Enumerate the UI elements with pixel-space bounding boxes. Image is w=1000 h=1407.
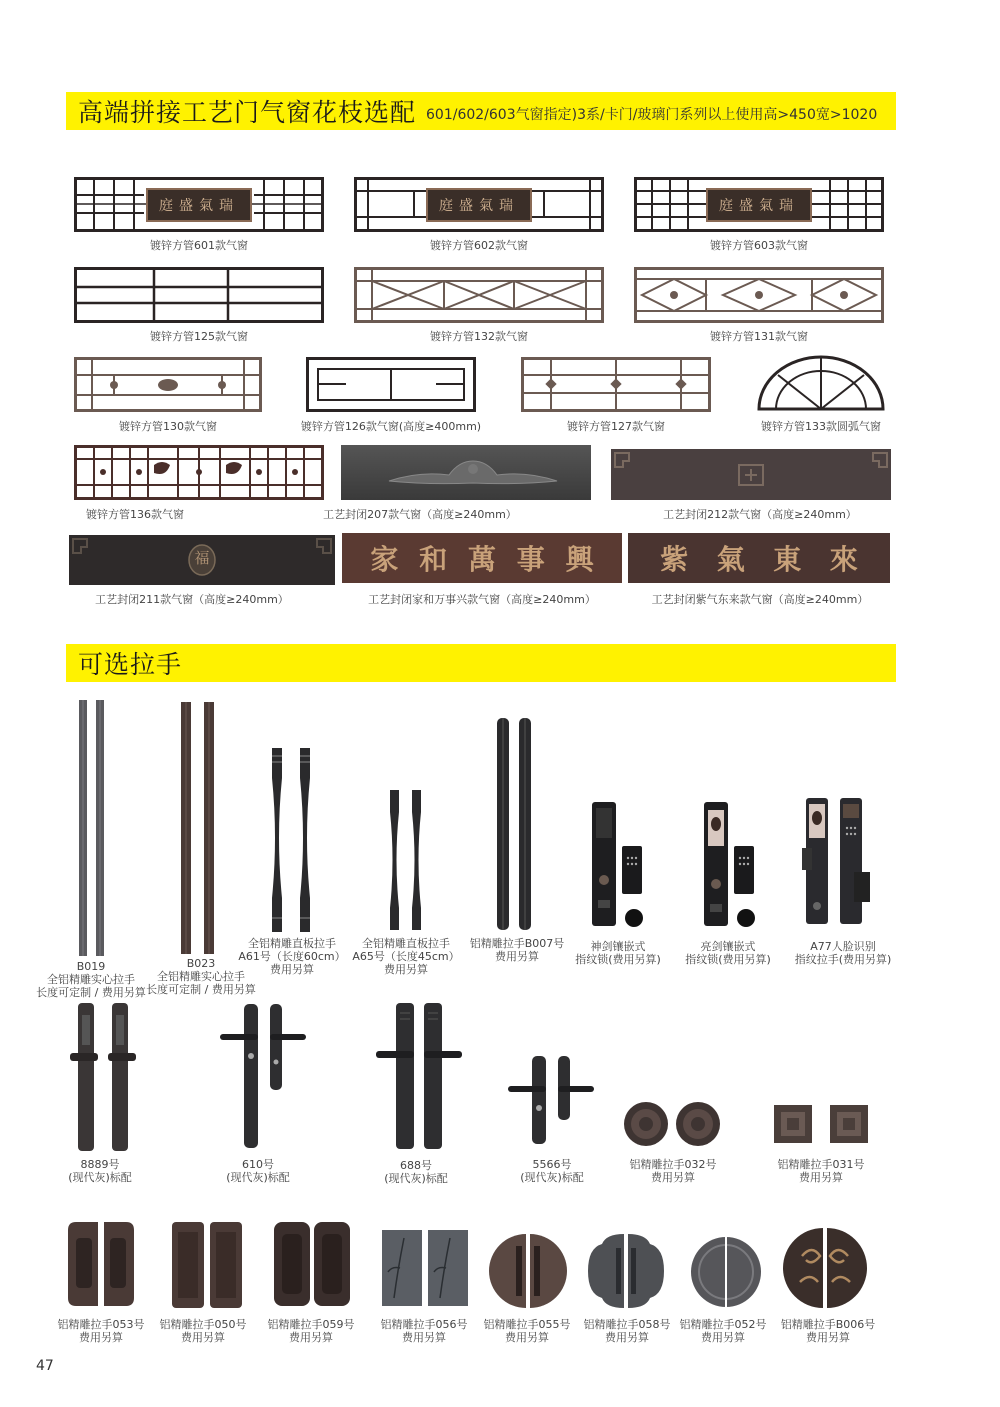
handle-caption: 8889号 (现代灰)标配 xyxy=(68,1158,132,1184)
handle-caption: 铝精雕拉手B006号 费用另算 xyxy=(780,1318,876,1344)
window-label: 镀锌方管603款气窗 xyxy=(710,239,808,252)
window-label: 镀锌方管131款气窗 xyxy=(710,330,808,343)
handle-caption: 神剑镶嵌式 指纹锁(费用另算) xyxy=(575,940,661,966)
handle-caption: 铝精雕拉手B007号 费用另算 xyxy=(469,937,565,963)
window-label: 镀锌方管133款圆弧气窗 xyxy=(761,420,881,433)
window-131 xyxy=(634,267,884,323)
window-label: 镀锌方管127款气窗 xyxy=(567,420,665,433)
window-label: 镀锌方管130款气窗 xyxy=(119,420,217,433)
panel-char: 家 xyxy=(370,543,399,576)
handle-caption: 铝精雕拉手056号 费用另算 xyxy=(380,1318,468,1344)
handle-5566 xyxy=(506,1056,596,1146)
handle-caption: 铝精雕拉手053号 费用另算 xyxy=(57,1318,145,1344)
handle-caption: 全铝精雕直板拉手 A65号（长度45cm） 费用另算 xyxy=(352,937,460,976)
handle-052 xyxy=(686,1236,766,1308)
lock-a77 xyxy=(800,796,876,928)
window-label: 工艺封闭家和万事兴款气窗（高度≥240mm） xyxy=(368,593,596,606)
handle-caption: 5566号 (现代灰)标配 xyxy=(520,1158,584,1184)
handle-610 xyxy=(218,1004,308,1150)
section-banner-windows xyxy=(66,92,896,130)
panel-char: 興 xyxy=(565,543,594,576)
section-title: 可选拉手 xyxy=(78,650,183,679)
panel-char: 東 xyxy=(773,543,802,576)
window-132 xyxy=(354,267,604,323)
handle-b023 xyxy=(178,702,218,954)
window-label: 工艺封闭212款气窗（高度≥240mm） xyxy=(663,508,857,521)
handle-688 xyxy=(374,1003,464,1153)
handle-caption: 铝精雕拉手059号 费用另算 xyxy=(267,1318,355,1344)
handle-caption: 铝精雕拉手058号 费用另算 xyxy=(583,1318,671,1344)
panel-char: 和 xyxy=(419,543,448,576)
plaque-601: 庭盛氣瑞 xyxy=(146,188,252,222)
window-603 xyxy=(634,177,884,232)
handle-caption: 610号 (现代灰)标配 xyxy=(226,1158,290,1184)
plaque-603: 庭盛氣瑞 xyxy=(706,188,812,222)
handle-059 xyxy=(272,1220,352,1308)
window-label: 工艺封闭紫气东来款气窗（高度≥240mm） xyxy=(651,593,869,606)
page-number: 47 xyxy=(36,1358,54,1374)
handle-caption: B019 全铝精雕实心拉手 长度可定制 / 费用另算 xyxy=(36,960,146,999)
handle-caption: B023 全铝精雕实心拉手 长度可定制 / 费用另算 xyxy=(146,957,256,996)
handle-055 xyxy=(488,1232,568,1310)
panel-char: 來 xyxy=(829,543,858,576)
window-126 xyxy=(306,357,476,412)
window-127 xyxy=(521,357,711,412)
window-label: 镀锌方管126款气窗(高度≥400mm) xyxy=(300,420,482,433)
handle-caption: 全铝精雕直板拉手 A61号（长度60cm） 费用另算 xyxy=(238,937,346,976)
handle-8889 xyxy=(68,1003,140,1153)
window-133-arch xyxy=(756,355,886,412)
lock-shenjian xyxy=(588,800,660,930)
window-label: 镀锌方管601款气窗 xyxy=(150,239,248,252)
panel-char: 氣 xyxy=(716,543,745,576)
panel-char: 紫 xyxy=(660,543,689,576)
handle-caption: A77人脸识别 指纹拉手(费用另算) xyxy=(794,940,892,966)
handle-caption: 铝精雕拉手050号 费用另算 xyxy=(159,1318,247,1344)
handle-058 xyxy=(586,1232,666,1310)
panel-char: 萬 xyxy=(467,543,496,576)
window-label: 镀锌方管602款气窗 xyxy=(430,239,528,252)
handle-a65 xyxy=(386,790,426,930)
handle-b019 xyxy=(76,700,108,956)
fu-character: 福 xyxy=(194,549,210,567)
handle-b007 xyxy=(493,718,537,930)
handle-032 xyxy=(622,1100,722,1148)
section-banner-handles xyxy=(66,644,896,682)
window-601 xyxy=(74,177,324,232)
window-jiahe-panel xyxy=(342,533,622,583)
handle-caption: 铝精雕拉手055号 费用另算 xyxy=(483,1318,571,1344)
window-label: 镀锌方管132款气窗 xyxy=(430,330,528,343)
window-136 xyxy=(74,445,324,500)
handle-b006 xyxy=(782,1226,868,1310)
window-label: 镀锌方管125款气窗 xyxy=(150,330,248,343)
window-label: 工艺封闭211款气窗（高度≥240mm） xyxy=(95,593,289,606)
window-207 xyxy=(341,445,591,500)
window-211 xyxy=(69,535,335,585)
handle-031 xyxy=(772,1103,872,1145)
section-title: 高端拼接工艺门气窗花枝选配 xyxy=(78,98,417,127)
window-label: 工艺封闭207款气窗（高度≥240mm） xyxy=(323,508,517,521)
section-subtitle: 601/602/603气窗指定)3系/卡门/玻璃门系列以上使用高>450宽>1020 xyxy=(426,107,878,123)
handle-053 xyxy=(66,1220,136,1308)
handle-050 xyxy=(170,1220,244,1310)
window-ziqi-panel xyxy=(628,533,890,583)
handle-caption: 688号 (现代灰)标配 xyxy=(384,1159,448,1185)
lock-liangjian xyxy=(700,800,772,930)
handle-caption: 铝精雕拉手052号 费用另算 xyxy=(679,1318,767,1344)
handle-caption: 铝精雕拉手031号 费用另算 xyxy=(777,1158,865,1184)
window-label: 镀锌方管136款气窗 xyxy=(86,508,184,521)
handle-caption: 亮剑镶嵌式 指纹锁(费用另算) xyxy=(685,940,771,966)
handle-056 xyxy=(380,1228,470,1308)
window-212 xyxy=(611,449,891,500)
window-125 xyxy=(74,267,324,323)
handle-caption: 铝精雕拉手032号 费用另算 xyxy=(629,1158,717,1184)
window-602 xyxy=(354,177,604,232)
plaque-602: 庭盛氣瑞 xyxy=(426,188,532,222)
panel-char: 事 xyxy=(516,543,545,576)
handle-a61 xyxy=(266,748,318,932)
window-130 xyxy=(74,357,262,412)
